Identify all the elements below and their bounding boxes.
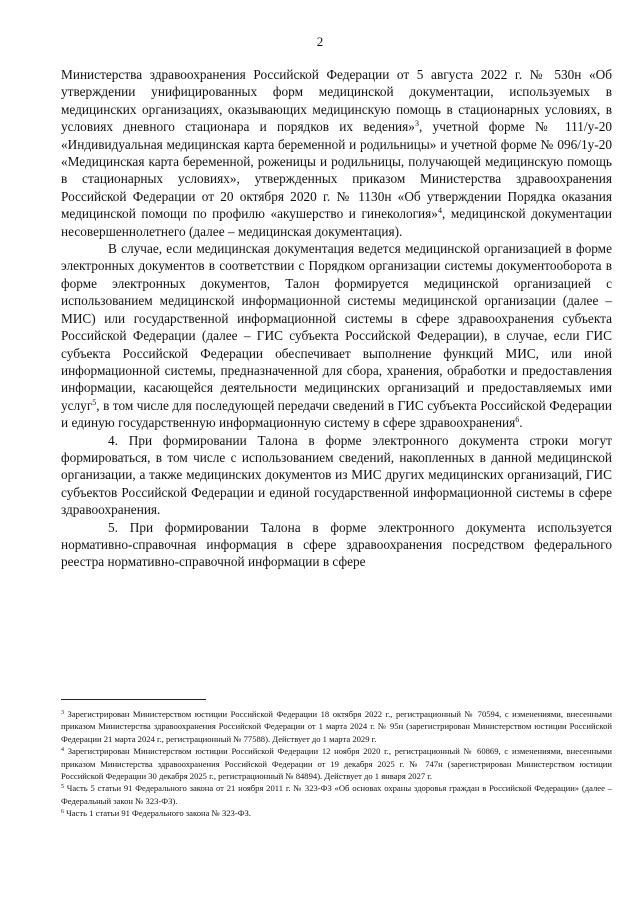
footnote-text: Зарегистрирован Министерством юстиции Российской Федерации 12 ноября 2020 г., регистрационный № 60869, с изменениями, внесенными приказом Министерства здравоохранения Российской Федерации от 19 декабря 2025 г. № 747н (зарегистрирован Министерством юстиции Российской Федерации 30 декабря 2025 г., регистрационный № 84894). Действует до 1 января 2027 г.: [61, 746, 612, 782]
footnote-ref: 6: [515, 415, 520, 425]
paragraph-text: В случае, если медицинская документация ведется медицинской организацией в форме электронных документов в соответствии с Порядком организации системы документооборота в форме электронных документов, Талон формируется медицинской организацией с использованием медицинской информационной системы медицинской организации (далее – МИС) или государственной информационной системы в сфере здравоохранения субъекта Российской Федерации (далее – ГИС субъекта Российской Федерации), в случае, если ГИС субъекта Российской Федерации обеспечивает выполнение функций МИС, или иной информационной системы, предназначенной для сбора, хранения, обработки и предоставления информации, касающейся деятельности медицинских организаций и предоставляемых ими услуг: [61, 241, 612, 413]
footnote-mark: 6: [61, 809, 64, 816]
footnote-text: Зарегистрирован Министерством юстиции Российской Федерации 18 октября 2022 г., регистрационный № 70594, с изменениями, внесенными приказом Министерства здравоохранения Российской Федерации от 1 марта 2024 г. № 95н (зарегистрирован Министерством юстиции Российской Федерации 21 марта 2024 г., регистрационный № 77588). Действует до 1 марта 2029 г.: [61, 709, 612, 744]
footnote: [61, 782, 612, 807]
footnote-mark: 4: [61, 747, 64, 754]
paragraph-text: 5. При формировании Талона в форме электронного документа используется нормативно-справочная информация в сфере здравоохранения посредством федерального реестра нормативно-справочной информации в сфере: [61, 519, 612, 570]
paragraph-text: , в том числе для последующей передачи сведений в ГИС субъекта Российской Федерации и единую государственную информационную систему в сфере здравоохранения: [61, 397, 612, 431]
footnote: [61, 708, 612, 745]
footnote-ref: 3: [414, 119, 419, 129]
footnote-text: Часть 1 статьи 91 Федерального закона № 323-ФЗ.: [64, 808, 251, 819]
footnotes: [61, 708, 612, 820]
footnote-ref: 5: [92, 397, 97, 407]
page-number: 2: [316, 34, 324, 49]
paragraph-text: .: [519, 415, 523, 431]
body-text: [61, 66, 612, 571]
paragraph-text: , медицинской документации несовершеннолетнего (далее – медицинская документация).: [61, 206, 613, 239]
footnote: [61, 807, 612, 819]
footnote-mark: 3: [61, 710, 64, 716]
footnote-divider: [61, 699, 206, 700]
footnote-ref: 4: [437, 206, 442, 216]
footnote: [61, 745, 612, 782]
paragraph-text: 4. При формировании Талона в форме электронного документа строки могут формироваться, в том числе с использованием сведений, накопленных в данной медицинской организации, а также медицинских документов из МИС других медицинских организаций, ГИС субъектов Российской Федерации и единой государственной информационной системы в сфере здравоохранения.: [61, 432, 612, 518]
paragraph-continuation: [61, 66, 612, 240]
footnote-text: Часть 5 статьи 91 Федерального закона от 21 ноября 2011 г. № 323-ФЗ «Об основах охраны здоровья граждан в Российской Федерации» (далее – Федеральный закон № 323-ФЗ).: [61, 783, 612, 806]
footnote-mark: 5: [61, 784, 64, 791]
paragraph-text: Министерства здравоохранения Российской Федерации от 5 августа 2022 г. № 530н «Об утверждении унифицированных форм медицинской документации, используемых в медицинских организациях, оказывающих медицинскую помощь в стационарных условиях, в условиях дневного стационара и порядков их ведения»: [61, 67, 612, 135]
paragraph-electronic-documents: [61, 240, 612, 431]
paragraph-item-4: [61, 432, 612, 519]
paragraph-item-5: [61, 519, 612, 571]
paragraph-text: , учетной форме № 111/у-20 «Индивидуальная медицинская карта беременной и родильницы» и учетной форме № 096/1у-20 «Медицинская карта беременной, роженицы и родильницы, получающей медицинскую помощь в стационарных условиях», утвержденных приказом Министерства здравоохранения Российской Федерации от 20 октября 2020 г. № 1130н «Об утверждении Порядка оказания медицинской помощи по профилю «акушерство и гинекология»: [61, 119, 612, 222]
